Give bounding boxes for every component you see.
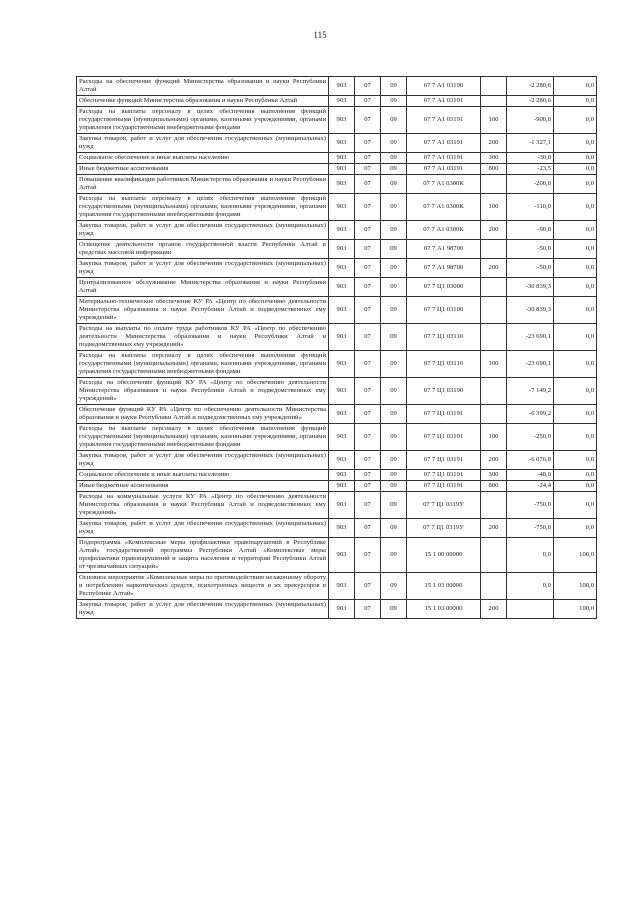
row-expense-type: 800 (481, 481, 507, 492)
row-amount-1: -7 149,2 (507, 378, 554, 405)
row-ministry-code: 903 (329, 259, 355, 278)
row-section: 07 (355, 134, 381, 153)
row-ministry-code: 903 (329, 324, 355, 351)
row-amount-2: 100,0 (554, 600, 597, 619)
table-row (77, 451, 597, 470)
row-expense-type: 300 (481, 153, 507, 164)
row-amount-1: -50,0 (507, 259, 554, 278)
row-amount-2: 0,0 (554, 278, 597, 297)
table-row (77, 519, 597, 538)
row-ministry-code: 903 (329, 164, 355, 175)
row-subsection: 09 (381, 538, 407, 573)
row-expense-type (481, 240, 507, 259)
row-expense-type: 200 (481, 259, 507, 278)
row-name: Расходы на выплаты персоналу в целях обеспечения выполнения функций государственными (муниципальными) органами, казенными учреждениями, органами управления государственными внебюджетными фондами (77, 194, 329, 221)
row-subsection: 09 (381, 492, 407, 519)
row-ministry-code: 903 (329, 194, 355, 221)
row-ministry-code: 903 (329, 451, 355, 470)
row-name: Иные бюджетные ассигнования (77, 164, 329, 175)
row-amount-1: 0,0 (507, 573, 554, 600)
table-row (77, 164, 597, 175)
row-target-article: 07 7 А1 03191 (407, 134, 481, 153)
table-row (77, 153, 597, 164)
row-expense-type: 100 (481, 107, 507, 134)
row-section: 07 (355, 240, 381, 259)
row-subsection: 09 (381, 259, 407, 278)
row-ministry-code: 903 (329, 351, 355, 378)
row-section: 07 (355, 164, 381, 175)
row-ministry-code: 903 (329, 96, 355, 107)
row-amount-1: -30 839,3 (507, 297, 554, 324)
row-target-article: 07 7 Ц1 03190 (407, 378, 481, 405)
row-amount-1: -6 399,2 (507, 405, 554, 424)
row-name: Социальное обеспечение и иные выплаты населению (77, 470, 329, 481)
row-expense-type: 100 (481, 351, 507, 378)
row-expense-type: 800 (481, 164, 507, 175)
row-subsection: 09 (381, 278, 407, 297)
row-ministry-code: 903 (329, 153, 355, 164)
row-ministry-code: 903 (329, 221, 355, 240)
table-row (77, 96, 597, 107)
row-amount-2: 0,0 (554, 351, 597, 378)
row-expense-type (481, 492, 507, 519)
row-subsection: 09 (381, 600, 407, 619)
row-amount-1: -23,5 (507, 164, 554, 175)
row-amount-1: -24,4 (507, 481, 554, 492)
row-subsection: 09 (381, 481, 407, 492)
row-subsection: 09 (381, 153, 407, 164)
table-row (77, 378, 597, 405)
row-expense-type: 200 (481, 600, 507, 619)
row-section: 07 (355, 221, 381, 240)
row-ministry-code: 903 (329, 519, 355, 538)
row-name: Обеспечение функций Министерства образования и науки Республики Алтай (77, 96, 329, 107)
row-section: 07 (355, 600, 381, 619)
row-subsection: 09 (381, 297, 407, 324)
row-name: Расходы на обеспечение функций КУ РА «Центр по обеспечению деятельности Министерства образования и науки Республики Алтай и подведомственных ему учреждений» (77, 378, 329, 405)
row-target-article: 07 7 А1 98700 (407, 259, 481, 278)
table-row (77, 405, 597, 424)
row-name: Повышение квалификации работников Министерства образования и науки Республики Алтай (77, 175, 329, 194)
row-target-article: 15 1 00 00000 (407, 538, 481, 573)
row-expense-type: 200 (481, 519, 507, 538)
row-name: Расходы на выплаты персоналу в целях обеспечения выполнения функций государственными (муниципальными) органами, казенными учреждениями, органами управления государственными внебюджетными фондами (77, 107, 329, 134)
row-ministry-code: 903 (329, 378, 355, 405)
row-expense-type (481, 324, 507, 351)
row-expense-type (481, 378, 507, 405)
row-target-article: 07 7 Ц1 03191 (407, 481, 481, 492)
row-amount-1: -250,0 (507, 424, 554, 451)
row-expense-type: 200 (481, 221, 507, 240)
row-amount-2: 0,0 (554, 259, 597, 278)
table-row (77, 481, 597, 492)
row-expense-type (481, 77, 507, 96)
row-section: 07 (355, 77, 381, 96)
row-name: Материально-техническое обеспечение КУ РА «Центр по обеспечению деятельности Министерства образования и науки Республики Алтай и подведомственных ему учреждений» (77, 297, 329, 324)
row-subsection: 09 (381, 470, 407, 481)
row-amount-2: 0,0 (554, 221, 597, 240)
row-expense-type (481, 175, 507, 194)
row-name: Закупка товаров, работ и услуг для обеспечения государственных (муниципальных) нужд (77, 600, 329, 619)
row-ministry-code: 903 (329, 481, 355, 492)
table-row (77, 424, 597, 451)
row-target-article: 07 7 Ц1 03191 (407, 405, 481, 424)
row-target-article: 07 7 А1 03191 (407, 164, 481, 175)
row-subsection: 09 (381, 96, 407, 107)
row-target-article: 15 1 03 00000 (407, 573, 481, 600)
row-subsection: 09 (381, 573, 407, 600)
row-expense-type (481, 297, 507, 324)
row-amount-2: 100,0 (554, 538, 597, 573)
row-target-article: 07 7 Ц1 03110 (407, 324, 481, 351)
row-name: Расходы на выплаты персоналу в целях обеспечения выполнения функций государственными (муниципальными) органами, казенными учреждениями, органами управления государственными внебюджетными фондами (77, 424, 329, 451)
row-subsection: 09 (381, 451, 407, 470)
page-number: 115 (313, 30, 327, 40)
row-amount-2: 0,0 (554, 519, 597, 538)
row-ministry-code: 903 (329, 470, 355, 481)
row-section: 07 (355, 107, 381, 134)
row-ministry-code: 903 (329, 538, 355, 573)
row-name: Расходы на коммунальные услуги КУ РА «Центр по обеспечению деятельности Министерства образования и науки Республики Алтай и подведомственных ему учреждений» (77, 492, 329, 519)
row-section: 07 (355, 96, 381, 107)
row-section: 07 (355, 153, 381, 164)
row-section: 07 (355, 259, 381, 278)
row-expense-type: 300 (481, 470, 507, 481)
row-amount-1: -2 280,6 (507, 96, 554, 107)
row-target-article: 07 7 Ц1 03000 (407, 278, 481, 297)
row-subsection: 09 (381, 134, 407, 153)
row-name: Централизованное обслуживание Министерства образования и науки Республики Алтай (77, 278, 329, 297)
row-subsection: 09 (381, 194, 407, 221)
row-name: Закупка товаров, работ и услуг для обеспечения государственных (муниципальных) нужд (77, 451, 329, 470)
row-target-article: 07 7 А1 03191 (407, 107, 481, 134)
row-amount-2: 0,0 (554, 405, 597, 424)
row-expense-type (481, 96, 507, 107)
row-amount-1 (507, 600, 554, 619)
row-subsection: 09 (381, 519, 407, 538)
row-amount-2: 0,0 (554, 481, 597, 492)
row-amount-1: -2 280,6 (507, 77, 554, 96)
row-amount-2: 0,0 (554, 378, 597, 405)
table-row (77, 77, 597, 96)
row-amount-2: 0,0 (554, 324, 597, 351)
row-amount-2: 0,0 (554, 492, 597, 519)
row-amount-1: 0,0 (507, 538, 554, 573)
row-section: 07 (355, 424, 381, 451)
row-target-article: 07 7 Ц1 0319У (407, 519, 481, 538)
table-row (77, 324, 597, 351)
row-expense-type (481, 573, 507, 600)
row-section: 07 (355, 470, 381, 481)
row-section: 07 (355, 278, 381, 297)
row-ministry-code: 903 (329, 107, 355, 134)
row-target-article: 07 7 А1 03191 (407, 153, 481, 164)
row-expense-type (481, 405, 507, 424)
row-target-article: 07 7 Ц1 03191 (407, 470, 481, 481)
row-amount-2: 0,0 (554, 175, 597, 194)
row-subsection: 09 (381, 77, 407, 96)
row-ministry-code: 903 (329, 278, 355, 297)
row-name: Закупка товаров, работ и услуг для обеспечения государственных (муниципальных) нужд (77, 221, 329, 240)
row-name: Подпрограмма «Комплексные меры профилактики правонарушений в Республике Алтай» государственной программы Республики Алтай «Комплексные меры профилактики правонарушений и защита населения и территории Республики Алтай от чрезвычайных ситуаций» (77, 538, 329, 573)
row-target-article: 07 7 Ц1 03110 (407, 351, 481, 378)
row-target-article: 07 7 Ц1 03100 (407, 297, 481, 324)
row-section: 07 (355, 378, 381, 405)
row-amount-1: -200,0 (507, 175, 554, 194)
table-row (77, 278, 597, 297)
row-name: Расходы на обеспечение функций Министерства образования и науки Республики Алтай (77, 77, 329, 96)
row-amount-1: -30 839,3 (507, 278, 554, 297)
row-amount-2: 0,0 (554, 470, 597, 481)
row-ministry-code: 903 (329, 240, 355, 259)
table-row (77, 240, 597, 259)
row-amount-2: 0,0 (554, 451, 597, 470)
table-row (77, 600, 597, 619)
row-amount-1: -90,0 (507, 221, 554, 240)
row-subsection: 09 (381, 221, 407, 240)
row-amount-2: 0,0 (554, 134, 597, 153)
row-section: 07 (355, 451, 381, 470)
row-section: 07 (355, 573, 381, 600)
row-section: 07 (355, 538, 381, 573)
row-amount-2: 0,0 (554, 96, 597, 107)
row-target-article: 07 7 А1 0300К (407, 221, 481, 240)
row-ministry-code: 903 (329, 405, 355, 424)
table-row (77, 134, 597, 153)
row-target-article: 07 7 А1 0300К (407, 175, 481, 194)
row-name: Основное мероприятие «Комплексные меры по противодействию незаконному обороту и потреблению наркотических средств, психотропных веществ и их прекурсоров в Республике Алтай» (77, 573, 329, 600)
table-row (77, 492, 597, 519)
row-amount-2: 0,0 (554, 424, 597, 451)
table-row (77, 538, 597, 573)
row-name: Освещение деятельности органов государственной власти Республики Алтай в средствах массовой информации (77, 240, 329, 259)
row-ministry-code: 903 (329, 77, 355, 96)
row-amount-2: 0,0 (554, 194, 597, 221)
row-section: 07 (355, 519, 381, 538)
row-section: 07 (355, 194, 381, 221)
row-name: Закупка товаров, работ и услуг для обеспечения государственных (муниципальных) нужд (77, 134, 329, 153)
row-expense-type: 200 (481, 134, 507, 153)
row-amount-1: -6 076,8 (507, 451, 554, 470)
row-section: 07 (355, 492, 381, 519)
row-expense-type: 100 (481, 194, 507, 221)
row-section: 07 (355, 351, 381, 378)
row-target-article: 07 7 А1 0300К (407, 194, 481, 221)
row-ministry-code: 903 (329, 297, 355, 324)
row-expense-type (481, 538, 507, 573)
row-subsection: 09 (381, 351, 407, 378)
row-ministry-code: 903 (329, 600, 355, 619)
row-section: 07 (355, 297, 381, 324)
row-subsection: 09 (381, 175, 407, 194)
row-ministry-code: 903 (329, 175, 355, 194)
table-row (77, 194, 597, 221)
row-amount-1: -900,0 (507, 107, 554, 134)
row-subsection: 09 (381, 164, 407, 175)
table-row (77, 259, 597, 278)
row-subsection: 09 (381, 324, 407, 351)
row-amount-1: -750,0 (507, 492, 554, 519)
row-name: Расходы на выплаты по оплате труда работников КУ РА «Центр по обеспечению деятельности Министерства образования и науки Республики Алтай и подведомственных ему учреждений» (77, 324, 329, 351)
row-subsection: 09 (381, 424, 407, 451)
row-amount-1: -110,0 (507, 194, 554, 221)
row-target-article: 07 7 Ц1 03191 (407, 451, 481, 470)
row-subsection: 09 (381, 107, 407, 134)
row-name: Расходы на выплаты персоналу в целях обеспечения выполнения функций государственными (муниципальными) органами, казенными учреждениями, органами управления государственными внебюджетными фондами (77, 351, 329, 378)
row-amount-1: -50,0 (507, 240, 554, 259)
row-expense-type (481, 278, 507, 297)
row-subsection: 09 (381, 240, 407, 259)
row-target-article: 07 7 А1 03191 (407, 96, 481, 107)
row-amount-1: -30,0 (507, 153, 554, 164)
row-name: Социальное обеспечение и иные выплаты населению (77, 153, 329, 164)
table-row (77, 573, 597, 600)
row-target-article: 07 7 А1 03190 (407, 77, 481, 96)
row-target-article: 07 7 Ц1 0319У (407, 492, 481, 519)
row-amount-2: 100,0 (554, 573, 597, 600)
row-target-article: 07 7 А1 98700 (407, 240, 481, 259)
row-section: 07 (355, 405, 381, 424)
table-row (77, 175, 597, 194)
row-ministry-code: 903 (329, 573, 355, 600)
row-ministry-code: 903 (329, 134, 355, 153)
row-section: 07 (355, 175, 381, 194)
row-target-article: 07 7 Ц1 03191 (407, 424, 481, 451)
row-amount-2: 0,0 (554, 77, 597, 96)
row-amount-1: -23 690,1 (507, 324, 554, 351)
row-amount-2: 0,0 (554, 240, 597, 259)
row-target-article: 15 1 03 00000 (407, 600, 481, 619)
row-expense-type: 100 (481, 424, 507, 451)
row-section: 07 (355, 324, 381, 351)
row-amount-2: 0,0 (554, 164, 597, 175)
row-amount-1: -1 327,1 (507, 134, 554, 153)
budget-table (76, 76, 597, 619)
row-name: Иные бюджетные ассигнования (77, 481, 329, 492)
row-name: Закупка товаров, работ и услуг для обеспечения государственных (муниципальных) нужд (77, 519, 329, 538)
table-row (77, 297, 597, 324)
row-name: Обеспечение функций КУ РА «Центр по обеспечению деятельности Министерства образования и науки Республики Алтай и подведомственных ему учреждений» (77, 405, 329, 424)
table-row (77, 221, 597, 240)
row-amount-2: 0,0 (554, 153, 597, 164)
row-subsection: 09 (381, 378, 407, 405)
row-ministry-code: 903 (329, 424, 355, 451)
table-row (77, 107, 597, 134)
row-subsection: 09 (381, 405, 407, 424)
table-row (77, 470, 597, 481)
row-section: 07 (355, 481, 381, 492)
row-amount-1: -23 690,1 (507, 351, 554, 378)
table-row (77, 351, 597, 378)
row-name: Закупка товаров, работ и услуг для обеспечения государственных (муниципальных) нужд (77, 259, 329, 278)
row-amount-2: 0,0 (554, 107, 597, 134)
row-amount-2: 0,0 (554, 297, 597, 324)
row-amount-1: -48,0 (507, 470, 554, 481)
row-expense-type: 200 (481, 451, 507, 470)
row-ministry-code: 903 (329, 492, 355, 519)
row-amount-1: -750,0 (507, 519, 554, 538)
